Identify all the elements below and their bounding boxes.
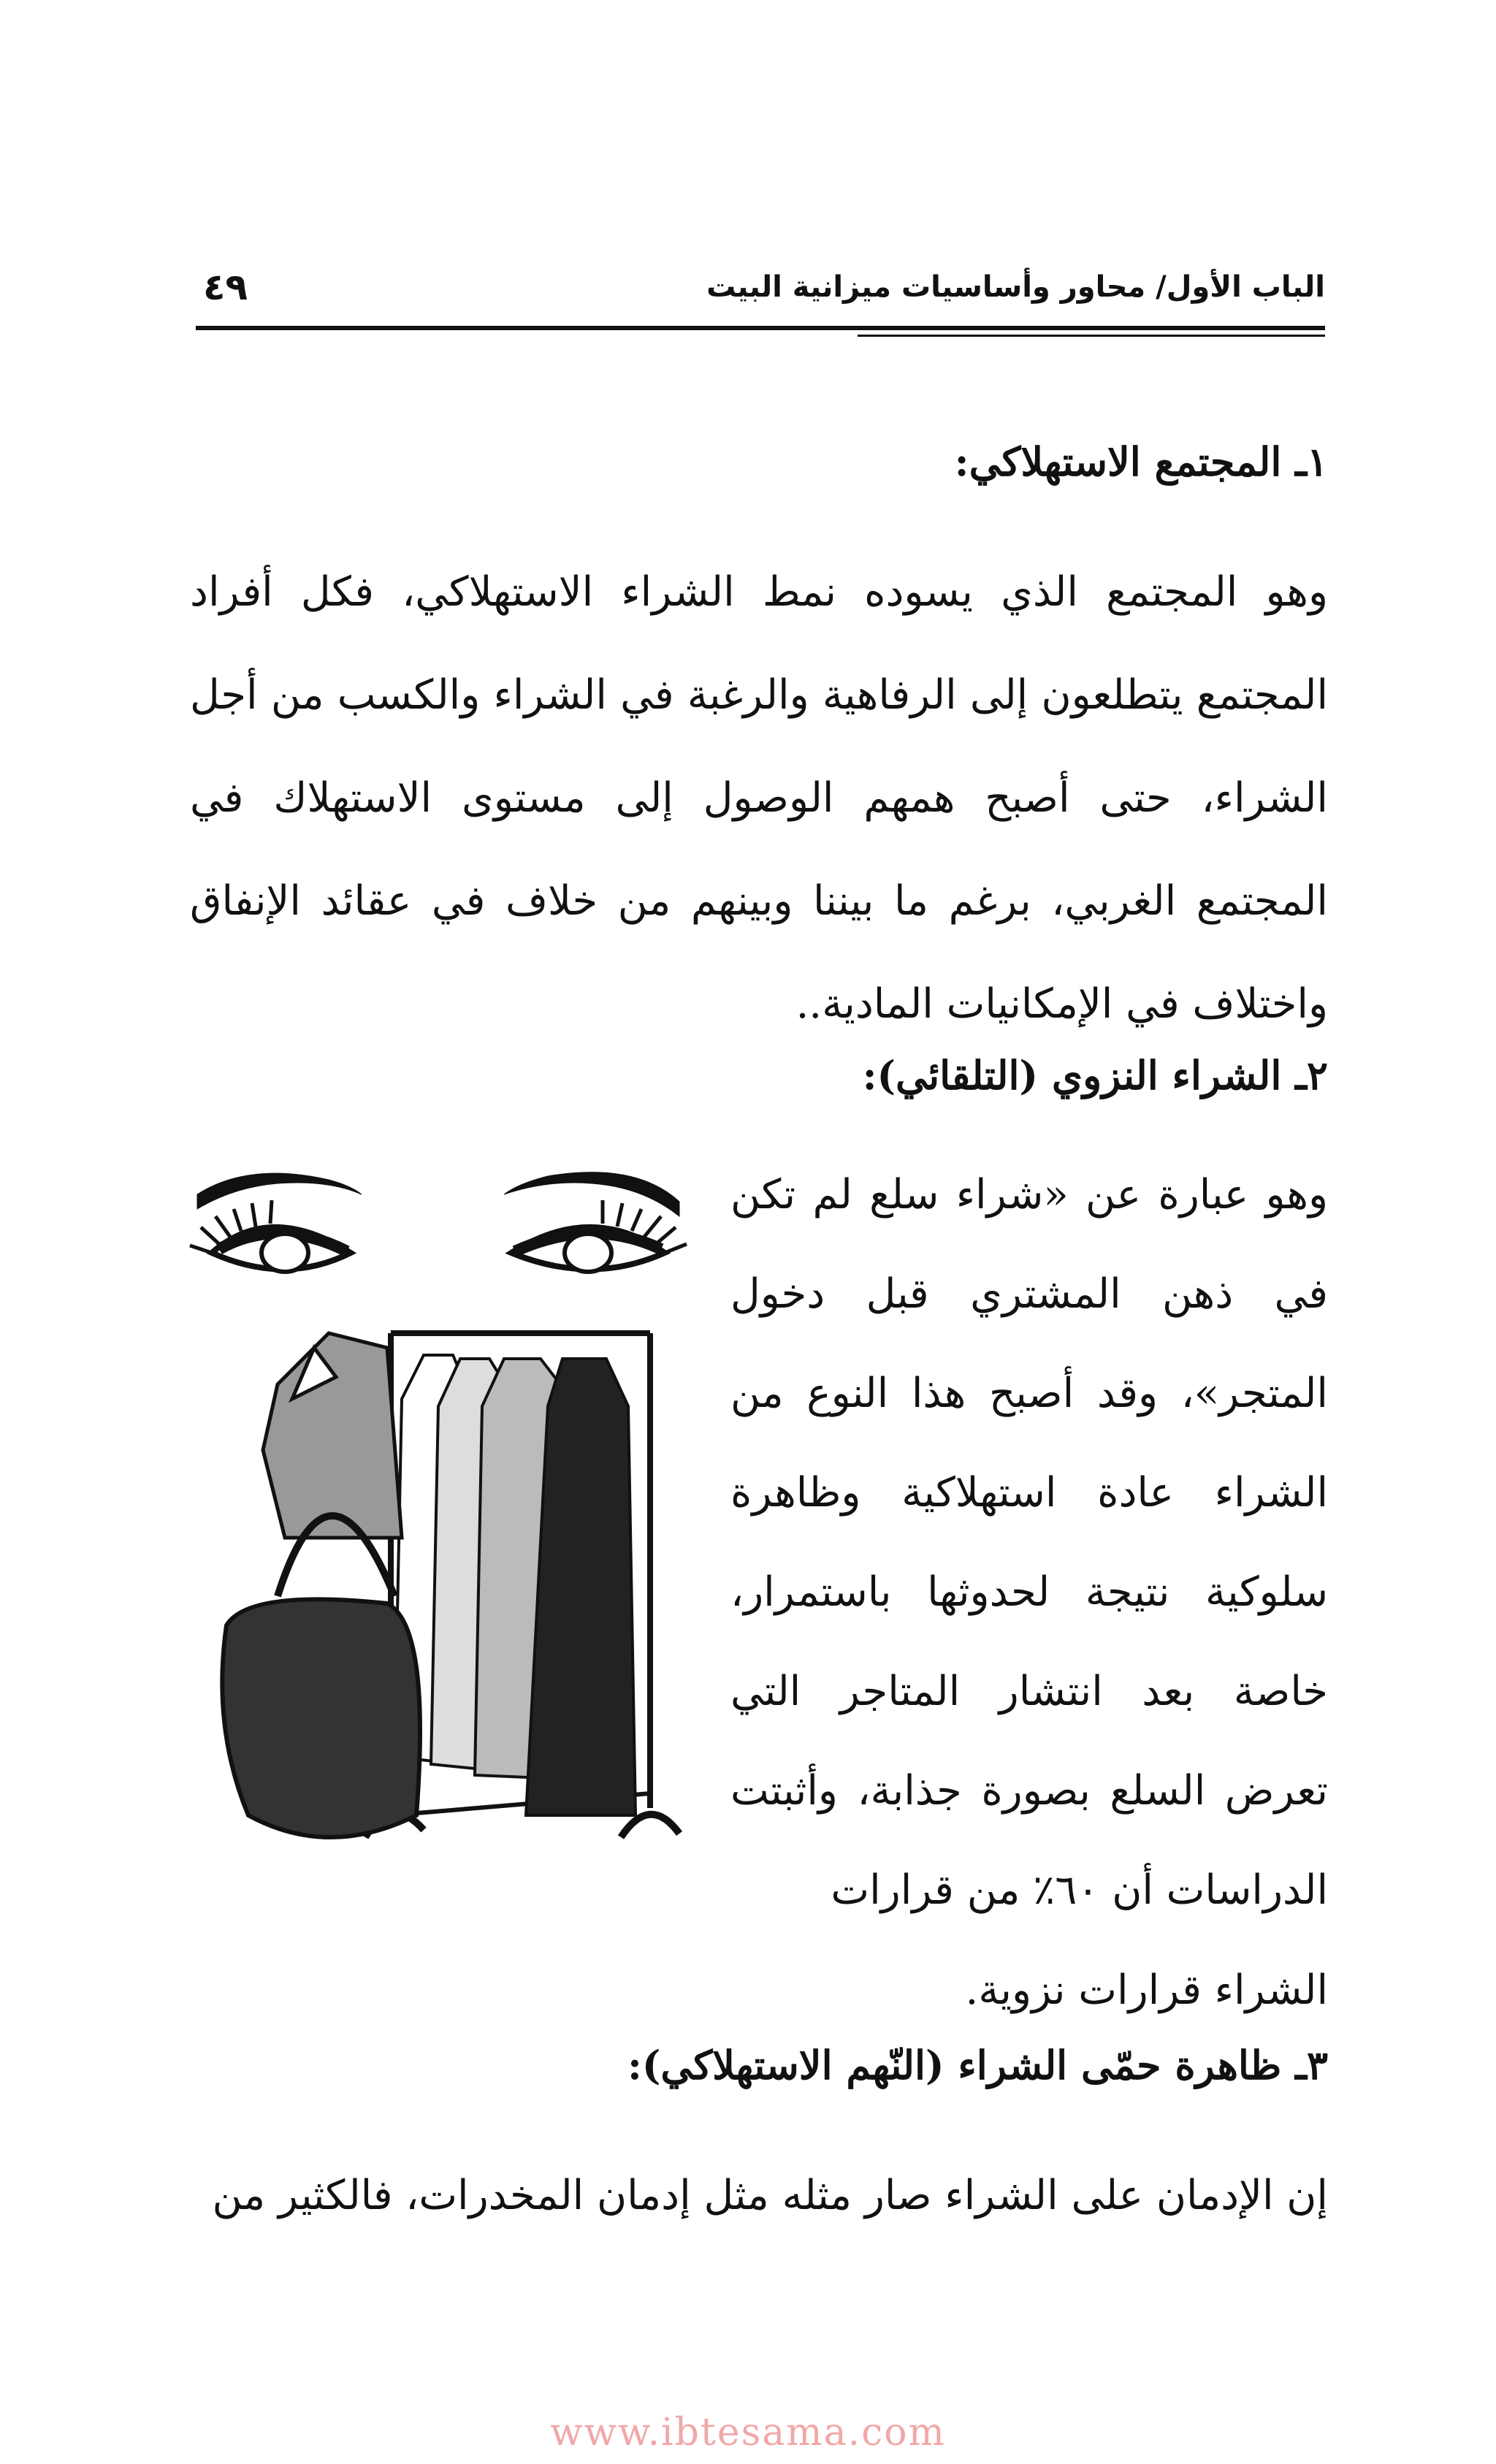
section-3-paragraph: إن الإدمان على الشراء صار مثله مثل إدمان المخدرات، فالكثير من <box>212 2172 1328 2219</box>
header-underline <box>858 335 1325 337</box>
section-2-heading: ٢ـ الشراء النزوي (التلقائي): <box>862 1052 1328 1099</box>
page-number: ٤٩ <box>203 266 248 308</box>
section-2-paragraph-end: الشراء قرارات نزوية. <box>965 1967 1328 2014</box>
dress-icons <box>394 1355 636 1815</box>
section-3-heading: ٣ـ ظاهرة حمّى الشراء (النّهم الاستهلاكي): <box>627 2042 1328 2089</box>
chapter-title: الباب الأول/ محاور وأساسيات ميزانية البيت <box>706 270 1325 304</box>
header-rule <box>196 326 1325 330</box>
shopping-illustration <box>183 1158 694 1874</box>
section-1-paragraph: وهو المجتمع الذي يسوده نمط الشراء الاستهلاكي، فكل أفراد المجتمع يتطلعون إلى الرفاهية والرغبة في الشراء والكسب من أجل الشراء، حتى أصبح همهم الوصول إلى مستوى الاستهلاك في المجتمع الغربي، برغم ما بيننا وبينهم من خلاف في عقائد الإنفاق واختلاف في الإمكانيات المادية.. <box>190 568 1328 1028</box>
watermark: www.ibtesama.com <box>550 2411 946 2455</box>
page-header <box>196 256 1325 336</box>
section-1-heading: ١ـ المجتمع الاستهلاكي: <box>954 438 1328 485</box>
eyes-icon <box>190 1172 687 1272</box>
section-2-paragraph: وهو عبارة عن «شراء سلع لم تكن في ذهن المشتري قبل دخول المتجر»، وقد أصبح هذا النوع من الشراء عادة استهلاكية وظاهرة سلوكية نتيجة لحدوثها باستمرار، خاصة بعد انتشار المتاجر التي تعرض السلع بصورة جذابة، وأثبتت الدراسات أن ٦٠٪ من قرارات <box>730 1171 1328 1914</box>
jacket-icon <box>263 1333 402 1538</box>
